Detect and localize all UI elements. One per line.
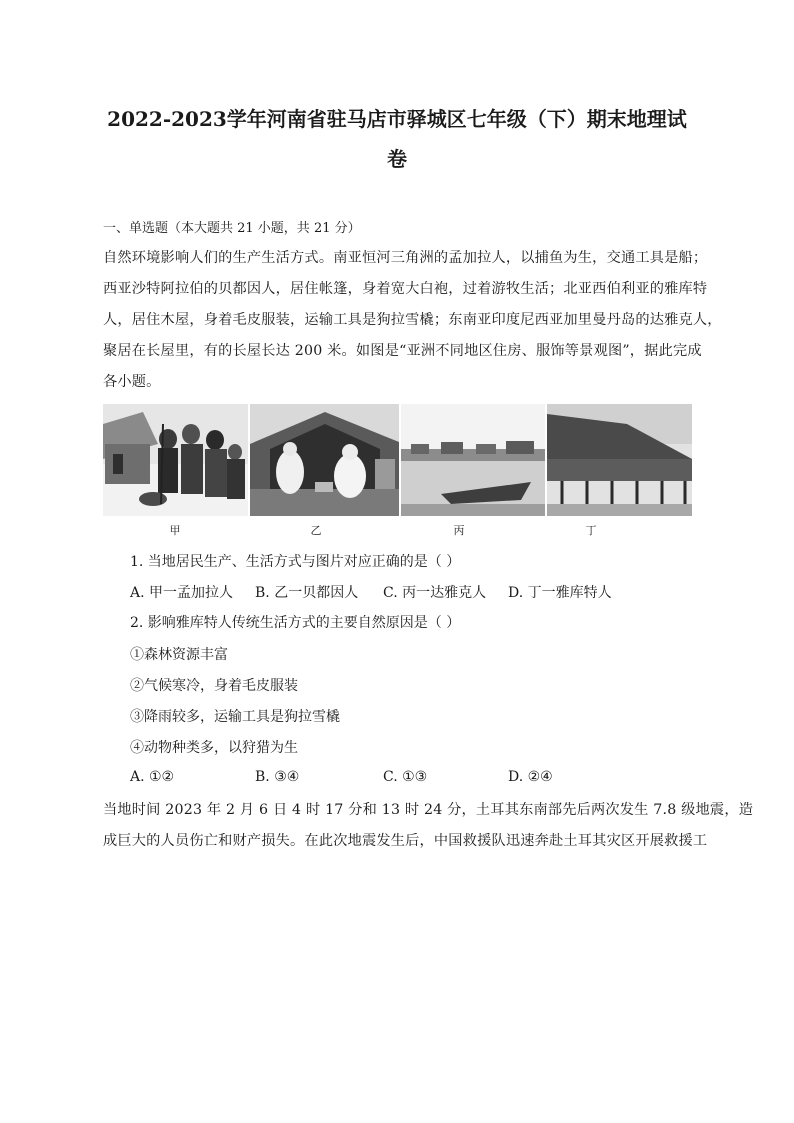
question-1-option-d: D. 丁一雅库特人 (508, 585, 612, 601)
passage-line: 各小题。 (103, 374, 161, 390)
question-2-option-a: A. ①② (130, 769, 175, 785)
question-2-statement-1: ①森林资源丰富 (130, 647, 228, 663)
exam-title-line-1: 2022-2023学年河南省驻马店市驿城区七年级（下）期末地理试 (107, 107, 687, 131)
passage-earthquake (103, 795, 754, 857)
asia-landscape-figure (103, 404, 692, 538)
question-2-stem: 2. 影响雅库特人传统生活方式的主要自然原因是（ ） (130, 615, 461, 631)
photo-bing (401, 404, 545, 516)
question-2-statement-4: ④动物种类多，以狩猎为生 (130, 740, 298, 756)
photo-bing-image (401, 404, 545, 516)
caption-jia: 甲 (169, 524, 181, 537)
caption-bing: 丙 (453, 524, 465, 537)
question-1-option-c: C. 丙一达雅克人 (383, 585, 487, 601)
photo-ding (547, 404, 692, 516)
photo-yi-image (250, 404, 399, 516)
question-2-statement-2: ②气候寒冷，身着毛皮服装 (130, 678, 298, 694)
photo-yi (250, 404, 399, 516)
caption-yi: 乙 (310, 524, 322, 537)
question-1-stem: 1. 当地居民生产、生活方式与图片对应正确的是（ ） (130, 554, 461, 570)
question-2-option-b: B. ③④ (255, 769, 300, 785)
passage-line: 当地时间 2023 年 2 月 6 日 4 时 17 分和 13 时 24 分，土耳其东南部先后两次发生 7.8 级地震，造 (103, 802, 754, 818)
caption-ding: 丁 (585, 524, 597, 537)
question-1-option-a: A. 甲一孟加拉人 (130, 585, 234, 601)
question-1-option-b: B. 乙一贝都因人 (255, 585, 359, 601)
question-2-option-d: D. ②④ (508, 769, 553, 785)
passage-intro (103, 243, 722, 398)
passage-line: 人，居住木屋，身着毛皮服装，运输工具是狗拉雪橇；东南亚印度尼西亚加里曼丹岛的达雅克人， (103, 312, 722, 328)
section-heading: 一、单选题（本大题共 21 小题，共 21 分） (103, 221, 361, 236)
passage-line: 西亚沙特阿拉伯的贝都因人，居住帐篷，身着宽大白袍，过着游牧生活；北亚西伯利亚的雅库特 (103, 281, 708, 297)
photo-jia (103, 404, 248, 516)
photo-jia-image (103, 404, 248, 516)
question-2-option-c: C. ①③ (383, 769, 428, 785)
passage-line: 自然环境影响人们的生产生活方式。南亚恒河三角洲的孟加拉人，以捕鱼为生，交通工具是船； (103, 250, 708, 266)
photo-ding-image (547, 404, 692, 516)
question-2-statement-3: ③降雨较多，运输工具是狗拉雪橇 (130, 709, 340, 725)
passage-line: 成巨大的人员伤亡和财产损失。在此次地震发生后，中国救援队迅速奔赴土耳其灾区开展救援工 (103, 833, 708, 849)
passage-line: 聚居在长屋里，有的长屋长达 200 米。如图是“亚洲不同地区住房、服饰等景观图”，据此完成 (103, 343, 702, 359)
exam-title-line-2: 卷 (387, 147, 407, 171)
